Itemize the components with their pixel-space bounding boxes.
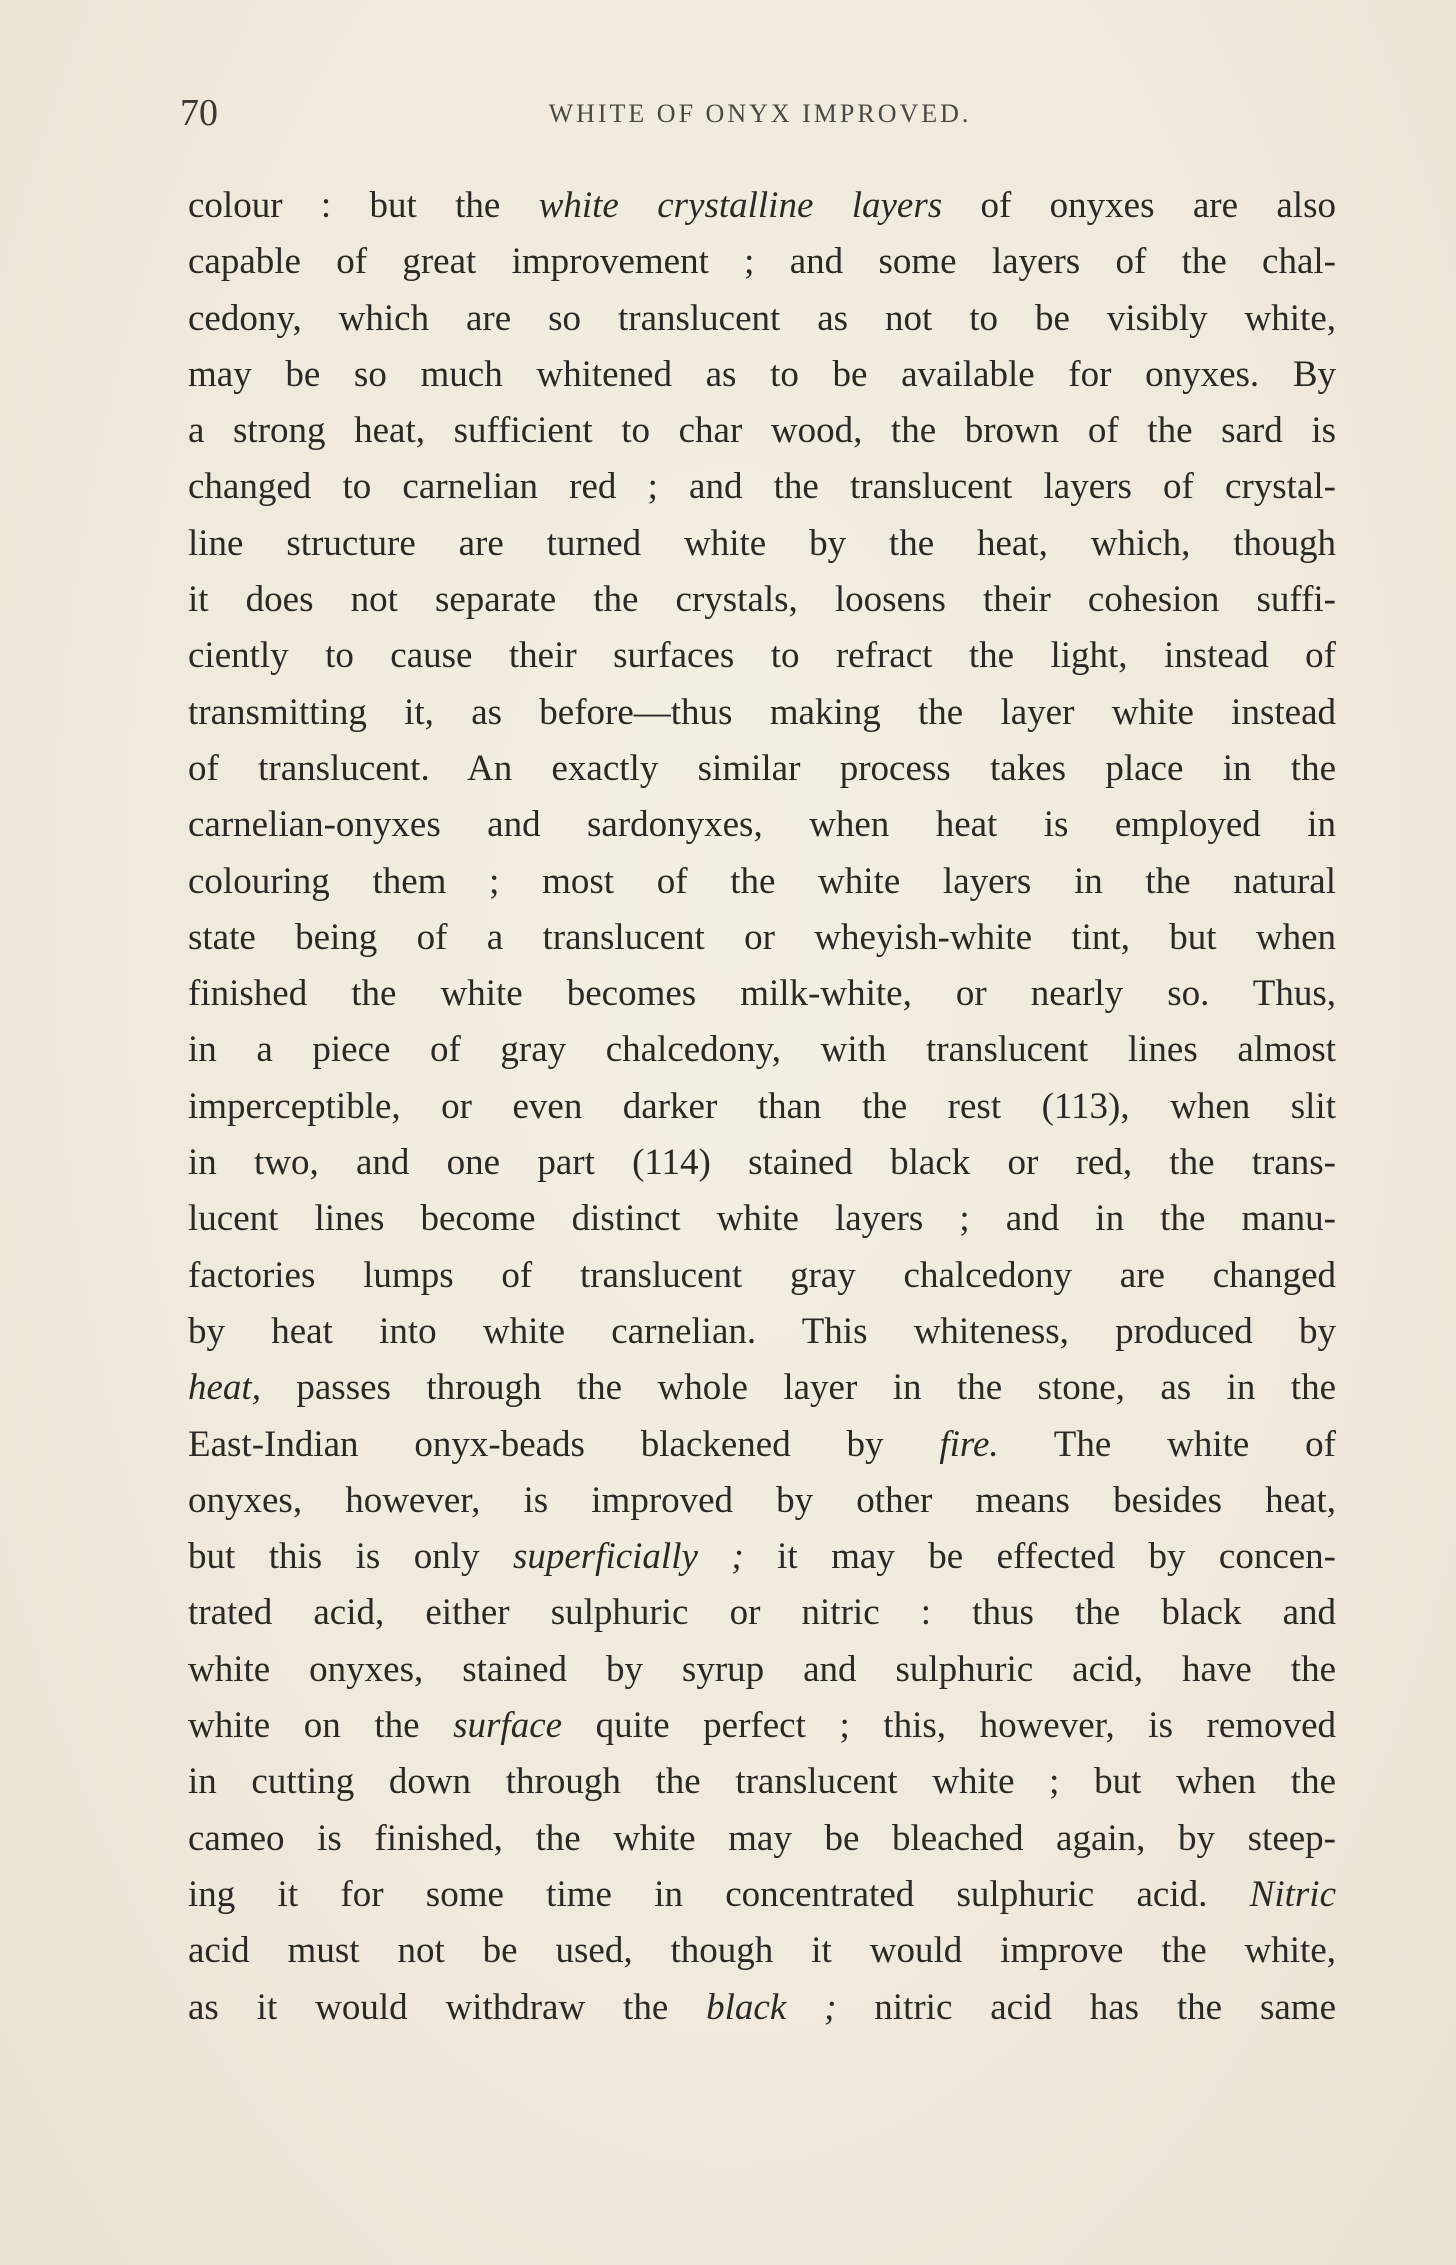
text-line	[188, 797, 1336, 853]
text-line	[188, 1473, 1336, 1529]
text-line	[188, 1248, 1336, 1304]
text-run: ing it for some time in concentrated sulphuric acid.	[188, 1873, 1250, 1915]
text-run: colour : but the	[188, 185, 539, 226]
text-line	[188, 910, 1336, 966]
text-line	[188, 1754, 1336, 1810]
text-run: of onyxes are also	[942, 185, 1336, 226]
text-line	[188, 1529, 1336, 1585]
text-line	[188, 1811, 1336, 1867]
text-run: as it would withdraw the	[188, 1986, 707, 2028]
italic-text: Nitric	[1249, 1873, 1336, 1915]
text-run: in two, and one part (114) stained black or red, the trans-	[188, 1142, 1336, 1184]
text-run: a strong heat, sufficient to char wood, the brown of the sard is	[188, 410, 1336, 452]
text-run: East-Indian onyx-beads blackened by	[188, 1423, 940, 1465]
text-line	[188, 1022, 1336, 1078]
text-run: cameo is finished, the white may be bleached again, by steep-	[188, 1817, 1336, 1859]
text-line	[188, 516, 1336, 572]
text-line	[188, 1867, 1336, 1923]
text-run: quite perfect ; this, however, is removed	[562, 1705, 1336, 1747]
text-line	[188, 1079, 1336, 1135]
italic-text: superficially ;	[512, 1536, 744, 1578]
text-run: it may be effected by concen-	[743, 1536, 1336, 1578]
text-run: state being of a translucent or wheyish-white tint, but when	[188, 916, 1336, 958]
text-run: changed to carnelian red ; and the translucent layers of crystal-	[188, 466, 1336, 508]
text-line	[188, 1304, 1336, 1360]
text-line	[188, 1923, 1336, 1979]
text-run: it does not separate the crystals, loosens their cohesion suffi-	[188, 579, 1336, 621]
text-line	[188, 459, 1336, 515]
page-header	[180, 88, 1340, 138]
italic-text: heat,	[188, 1367, 261, 1409]
text-line	[188, 1698, 1336, 1754]
italic-text: surface	[453, 1705, 563, 1747]
text-run: by heat into white carnelian. This whiteness, produced by	[188, 1310, 1336, 1352]
text-line	[188, 685, 1336, 741]
text-run: may be so much whitened as to be available for onyxes. By	[188, 353, 1336, 395]
text-run: acid must not be used, though it would improve the white,	[188, 1930, 1336, 1972]
text-line	[188, 403, 1336, 459]
page-number: 70	[180, 92, 218, 134]
text-line	[188, 1417, 1336, 1473]
text-line	[188, 1642, 1336, 1698]
text-run: white onyxes, stained by syrup and sulphuric acid, have the	[188, 1648, 1336, 1690]
text-line	[188, 234, 1336, 290]
text-run: colouring them ; most of the white layers in the natural	[188, 860, 1336, 902]
text-run: transmitting it, as before—thus making the layer white instead	[188, 691, 1336, 733]
italic-text: white crystalline layers	[538, 185, 943, 226]
text-line	[188, 966, 1336, 1022]
text-run: in a piece of gray chalcedony, with translucent lines almost	[188, 1029, 1336, 1071]
text-line	[188, 1360, 1336, 1416]
text-line	[188, 1191, 1336, 1247]
text-run: ciently to cause their surfaces to refract the light, instead of	[188, 635, 1336, 677]
text-run: lucent lines become distinct white layers ; and in the manu-	[188, 1198, 1336, 1240]
text-run: in cutting down through the translucent white ; but when the	[188, 1761, 1336, 1803]
text-run: trated acid, either sulphuric or nitric : thus the black and	[188, 1592, 1336, 1634]
text-line	[188, 291, 1336, 347]
italic-text: black ;	[706, 1986, 837, 2028]
text-run: onyxes, however, is improved by other means besides heat,	[188, 1479, 1336, 1521]
text-line	[188, 628, 1336, 684]
text-run: imperceptible, or even darker than the rest (113), when slit	[188, 1085, 1336, 1127]
text-run: finished the white becomes milk-white, or nearly so. Thus,	[188, 973, 1336, 1015]
text-run: factories lumps of translucent gray chalcedony are changed	[188, 1254, 1336, 1296]
text-run: The white of	[998, 1423, 1336, 1465]
text-run: carnelian-onyxes and sardonyxes, when heat is employed in	[188, 804, 1336, 846]
text-line	[188, 741, 1336, 797]
italic-text: fire.	[939, 1423, 999, 1465]
text-run: but this is only	[188, 1536, 513, 1578]
body-text	[188, 178, 1336, 2036]
text-run: line structure are turned white by the heat, which, though	[188, 522, 1336, 564]
text-line	[188, 347, 1336, 403]
text-line	[188, 854, 1336, 910]
text-line	[188, 1585, 1336, 1641]
text-run: capable of great improvement ; and some layers of the chal-	[188, 241, 1336, 283]
text-line	[188, 1135, 1336, 1191]
running-head: WHITE OF ONYX IMPROVED.	[548, 99, 972, 128]
text-run: passes through the whole layer in the stone, as in the	[260, 1367, 1336, 1409]
text-run: white on the	[188, 1705, 454, 1747]
text-run: cedony, which are so translucent as not to be visibly white,	[188, 297, 1336, 339]
text-line	[188, 1980, 1336, 2036]
text-line	[188, 178, 1336, 234]
text-run: of translucent. An exactly similar process takes place in the	[188, 747, 1336, 789]
text-run: nitric acid has the same	[836, 1986, 1336, 2028]
text-line	[188, 572, 1336, 628]
